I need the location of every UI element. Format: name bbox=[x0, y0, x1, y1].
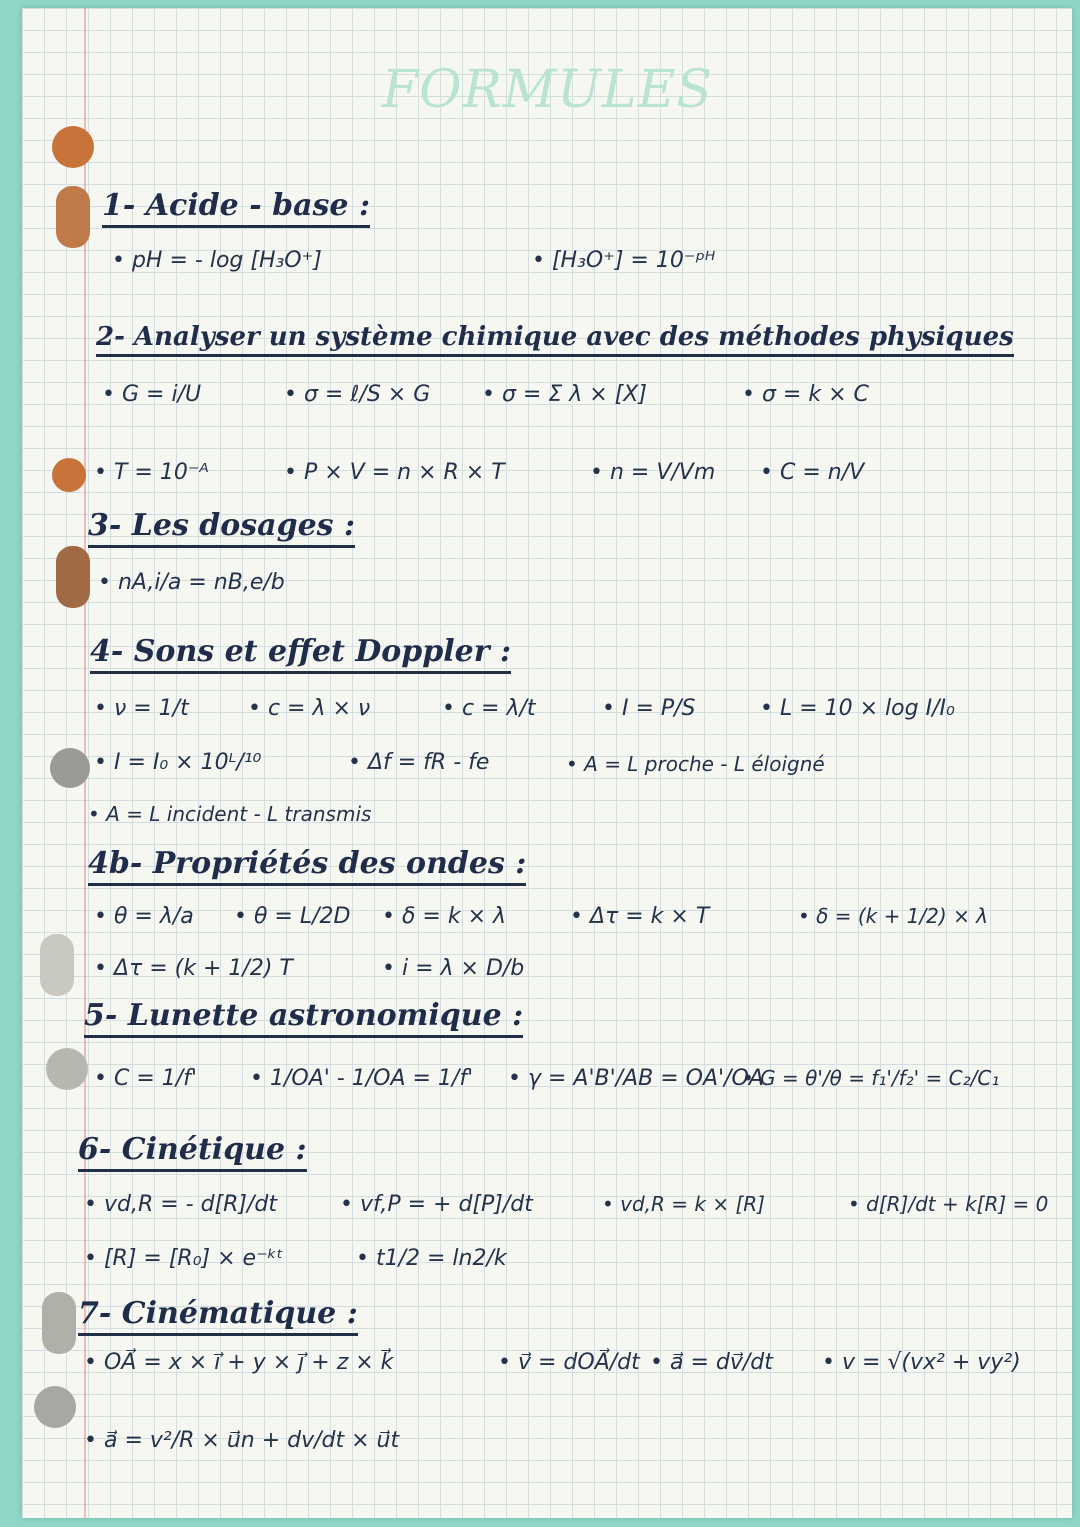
binder-hole bbox=[52, 458, 86, 492]
binder-hole bbox=[50, 748, 90, 788]
formula: • [H₃O⁺] = 10⁻ᵖᴴ bbox=[532, 248, 716, 273]
formula: • σ = k × C bbox=[742, 382, 869, 407]
formula: • d[R]/dt + k[R] = 0 bbox=[848, 1192, 1049, 1216]
binder-hole bbox=[34, 1386, 76, 1428]
formula: • i = λ × D/b bbox=[382, 956, 525, 981]
formula: • θ = L/2D bbox=[234, 904, 351, 929]
binder-hole bbox=[46, 1048, 88, 1090]
section-heading-kinetics: 6- Cinétique : bbox=[78, 1132, 307, 1172]
page-title: FORMULES bbox=[382, 60, 714, 120]
formula: • 1/OA' - 1/OA = 1/f' bbox=[250, 1066, 474, 1091]
formula: • σ = ℓ/S × G bbox=[284, 382, 431, 407]
section-heading-acid-base: 1- Acide - base : bbox=[102, 188, 370, 228]
formula: • n = V/Vm bbox=[590, 460, 716, 485]
binder-tab bbox=[56, 186, 90, 248]
formula: • c = λ × ν bbox=[248, 696, 371, 721]
formula: • vd,R = k × [R] bbox=[602, 1192, 765, 1216]
formula: • nA,i/a = nB,e/b bbox=[98, 570, 285, 595]
notebook-page bbox=[22, 8, 1072, 1518]
formula: • OA⃗ = x × i⃗ + y × j⃗ + z × k⃗ bbox=[84, 1350, 394, 1375]
section-heading-sound-doppler: 4- Sons et effet Doppler : bbox=[90, 634, 511, 674]
formula: • I = I₀ × 10ᴸ/¹⁰ bbox=[94, 750, 262, 775]
formula: • P × V = n × R × T bbox=[284, 460, 505, 485]
formula: • pH = - log [H₃O⁺] bbox=[112, 248, 322, 273]
formula: • Δf = fR - fe bbox=[348, 750, 490, 775]
binder-tab bbox=[56, 546, 90, 608]
formula: • vd,R = - d[R]/dt bbox=[84, 1192, 278, 1217]
section-heading-kinematics: 7- Cinématique : bbox=[78, 1296, 358, 1336]
formula: • [R] = [R₀] × e⁻ᵏᵗ bbox=[84, 1246, 284, 1271]
formula: • c = λ/t bbox=[442, 696, 536, 721]
formula: • C = n/V bbox=[760, 460, 865, 485]
formula: • γ = A'B'/AB = OA'/OA bbox=[508, 1066, 764, 1091]
section-heading-chemical-analysis: 2- Analyser un système chimique avec des méthodes physiques bbox=[96, 322, 1014, 357]
formula: • δ = k × λ bbox=[382, 904, 507, 929]
formula: • σ = Σ λ × [X] bbox=[482, 382, 647, 407]
formula: • t1/2 = ln2/k bbox=[356, 1246, 507, 1271]
binder-tab bbox=[42, 1292, 76, 1354]
binder-hole bbox=[52, 126, 94, 168]
formula: • ν = 1/t bbox=[94, 696, 189, 721]
formula: • a⃗ = v²/R × u⃗n + dv/dt × u⃗t bbox=[84, 1428, 400, 1453]
formula: • C = 1/f' bbox=[94, 1066, 197, 1091]
section-heading-wave-properties: 4b- Propriétés des ondes : bbox=[88, 846, 526, 886]
formula: • Δτ = k × T bbox=[570, 904, 710, 929]
formula: • v = √(vx² + vy²) bbox=[822, 1350, 1021, 1375]
formula: • δ = (k + 1/2) × λ bbox=[798, 904, 989, 928]
formula: • A = L incident - L transmis bbox=[88, 802, 372, 826]
binder-tab bbox=[40, 934, 74, 996]
formula: • T = 10⁻ᴬ bbox=[94, 460, 209, 485]
formula: • I = P/S bbox=[602, 696, 696, 721]
formula: • v⃗ = dOA⃗/dt bbox=[498, 1350, 640, 1375]
section-heading-telescope: 5- Lunette astronomique : bbox=[84, 998, 523, 1038]
formula: • G = i/U bbox=[102, 382, 202, 407]
formula: • θ = λ/a bbox=[94, 904, 194, 929]
formula: • vf,P = + d[P]/dt bbox=[340, 1192, 533, 1217]
formula: • a⃗ = dv⃗/dt bbox=[650, 1350, 773, 1375]
formula: • G = θ'/θ = f₁'/f₂' = C₂/C₁ bbox=[742, 1066, 1000, 1090]
formula: • A = L proche - L éloigné bbox=[566, 752, 825, 776]
formula: • L = 10 × log I/I₀ bbox=[760, 696, 955, 721]
formula: • Δτ = (k + 1/2) T bbox=[94, 956, 293, 981]
section-heading-dosages: 3- Les dosages : bbox=[88, 508, 355, 548]
